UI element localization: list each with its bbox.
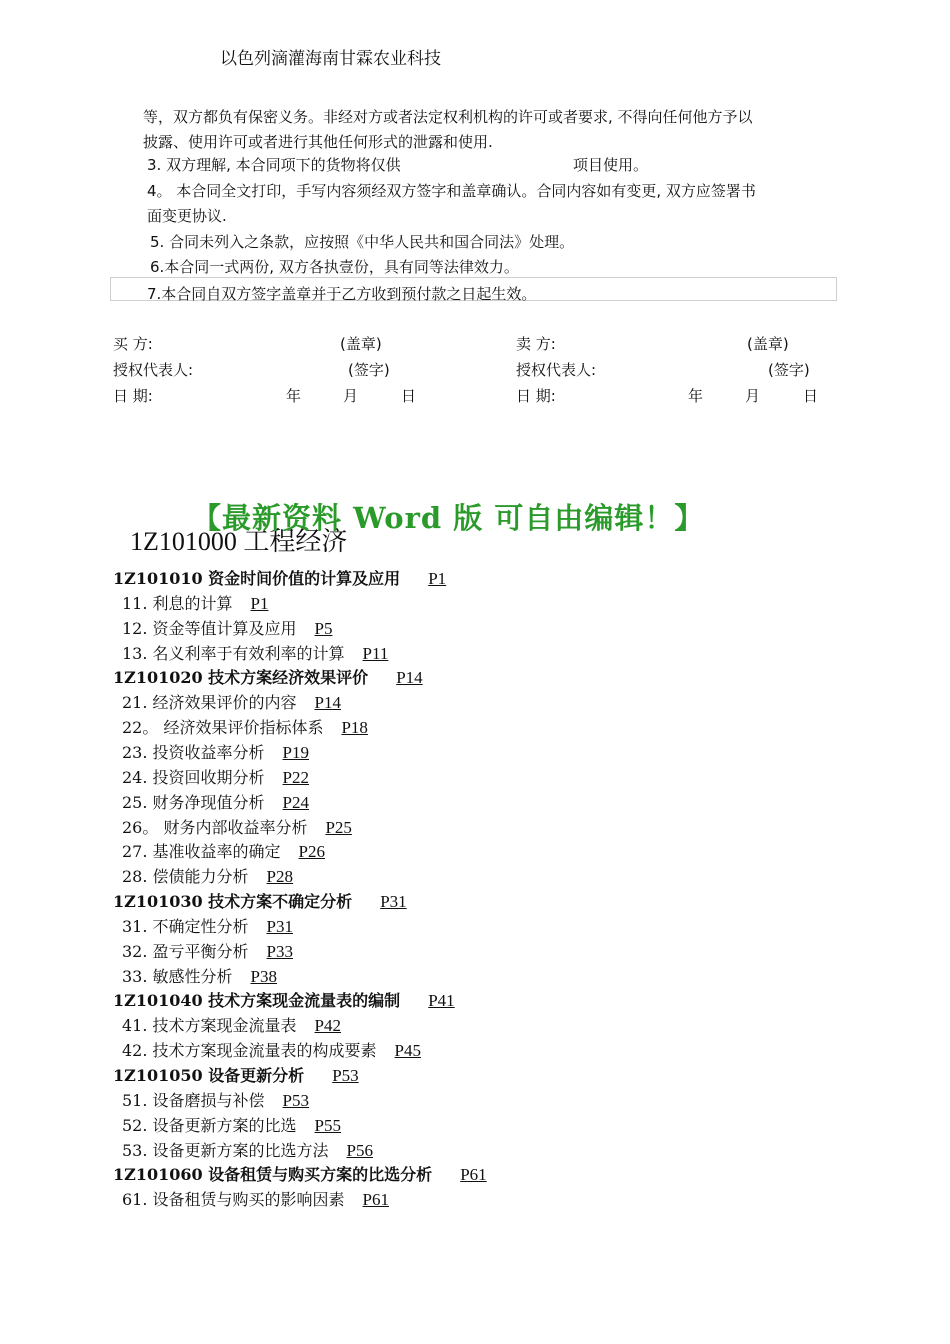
contract-item6: 6.本合同一式两份, 双方各执壹份，具有同等法律效力。: [150, 258, 519, 276]
seller-sign: (签字): [768, 361, 810, 379]
toc-label: 33. 敏感性分析: [122, 966, 233, 986]
toc-label: 1Z101030 技术方案不确定分析: [113, 892, 353, 912]
toc-label: 1Z101060 设备租赁与购买方案的比选分析: [113, 1165, 433, 1185]
toc-page-link[interactable]: P31: [380, 892, 407, 912]
toc-page-link[interactable]: P31: [266, 916, 294, 936]
seller-seal: (盖章): [747, 335, 789, 353]
toc-item: [122, 815, 352, 838]
toc-page-link[interactable]: P19: [282, 742, 310, 762]
toc-label: 21. 经济效果评价的内容: [122, 693, 297, 713]
toc-page-link[interactable]: P55: [314, 1115, 342, 1135]
toc-item: [122, 964, 277, 987]
toc-label: 31. 不确定性分析: [122, 916, 249, 936]
toc-label: 52. 设备更新方案的比选: [122, 1115, 297, 1135]
contract-para1-line2: 披露、使用许可或者进行其他任何形式的泄露和使用.: [143, 133, 493, 151]
buyer-year: 年: [286, 387, 302, 405]
toc-page-link[interactable]: P25: [325, 817, 352, 837]
toc-page-link[interactable]: P1: [428, 569, 447, 588]
toc-section: [113, 1063, 359, 1086]
toc-item: [122, 715, 368, 738]
toc-page-link[interactable]: P56: [346, 1140, 374, 1160]
toc-label: 28. 偿债能力分析: [122, 867, 249, 887]
toc-label: 61. 设备租赁与购买的影响因素: [122, 1190, 345, 1210]
toc-item: [122, 765, 309, 788]
toc-label: 42. 技术方案现金流量表的构成要素: [122, 1041, 377, 1061]
toc-label: 32. 盈亏平衡分析: [122, 941, 249, 961]
contract-item3-b: 项目使用。: [573, 156, 649, 174]
toc-page-link[interactable]: P41: [428, 991, 455, 1011]
page-header: 以色列滴灌海南甘霖农业科技: [220, 49, 441, 69]
toc-page-link[interactable]: P18: [341, 718, 368, 738]
toc-label: 27. 基准收益率的确定: [122, 842, 281, 862]
toc-label: 13. 名义利率于有效利率的计算: [122, 643, 345, 663]
seller-label: 卖 方:: [516, 335, 556, 353]
seller-rep-label: 授权代表人:: [516, 361, 597, 379]
buyer-month: 月: [343, 387, 359, 405]
toc-page-link[interactable]: P45: [394, 1041, 422, 1061]
toc-label: 22。 经济效果评价指标体系: [122, 718, 324, 738]
toc-item: [122, 690, 341, 713]
toc-item: [122, 790, 309, 813]
toc-label: 24. 投资回收期分析: [122, 767, 265, 787]
buyer-seal: (盖章): [340, 335, 382, 353]
contract-para1-line1: 等，双方都负有保密义务。非经对方或者法定权利机构的许可或者要求, 不得向任何他方予以: [143, 108, 753, 126]
toc-item: [122, 1113, 341, 1136]
seller-day: 日: [803, 387, 819, 405]
toc-label: 41. 技术方案现金流量表: [122, 1016, 297, 1036]
toc-page-link[interactable]: P1: [250, 593, 269, 613]
toc-page-link[interactable]: P11: [362, 643, 389, 663]
toc-item: [122, 864, 293, 887]
contract-item7: 7.本合同自双方签字盖章并于乙方收到预付款之日起生效。: [147, 285, 537, 303]
toc-label: 53. 设备更新方案的比选方法: [122, 1140, 329, 1160]
toc-section: [113, 889, 407, 912]
seller-month: 月: [745, 387, 761, 405]
toc-item: [122, 641, 388, 664]
toc-page-link[interactable]: P33: [266, 941, 294, 961]
toc-page-link[interactable]: P14: [314, 693, 342, 713]
toc-item: [122, 839, 325, 862]
contract-item5: 5. 合同未列入之条款，应按照《中华人民共和国合同法》处理。: [150, 233, 575, 251]
toc-page-link[interactable]: P28: [266, 867, 294, 887]
toc-label: 26。 财务内部收益率分析: [122, 817, 308, 837]
seller-date-label: 日 期:: [516, 387, 556, 405]
toc-page-link[interactable]: P5: [314, 618, 333, 638]
buyer-sign: (签字): [348, 361, 390, 379]
toc-label: 11. 利息的计算: [122, 593, 233, 613]
toc-page-link[interactable]: P53: [332, 1066, 359, 1085]
toc-item: [122, 914, 293, 937]
toc-item: [122, 1013, 341, 1036]
toc-page-link[interactable]: P61: [362, 1190, 390, 1210]
toc-page-link[interactable]: P38: [250, 966, 278, 986]
contract-item4-line2: 面变更协议.: [147, 207, 227, 225]
buyer-date-label: 日 期:: [113, 387, 153, 405]
toc-item: [122, 939, 293, 962]
toc-page-link[interactable]: P24: [282, 792, 310, 812]
toc-label: 1Z101020 技术方案经济效果评价: [113, 668, 369, 688]
toc-label: 1Z101010 资金时间价值的计算及应用: [113, 569, 401, 588]
buyer-label: 买 方:: [113, 335, 153, 353]
promo-banner: 【最新资料 Word 版 可自由编辑！】: [192, 501, 705, 535]
toc-item: [122, 1088, 309, 1111]
toc-label: 1Z101040 技术方案现金流量表的编制: [113, 991, 401, 1011]
toc-page-link[interactable]: P26: [298, 842, 326, 862]
toc-item: [122, 1038, 421, 1061]
toc-item: [122, 591, 269, 614]
toc-section: [113, 1162, 487, 1185]
toc-section: [113, 988, 455, 1011]
toc-page-link[interactable]: P14: [396, 668, 423, 688]
contract-item3-a: 3. 双方理解, 本合同项下的货物将仅供: [147, 156, 401, 174]
toc-page-link[interactable]: P53: [282, 1090, 310, 1110]
seller-year: 年: [688, 387, 704, 405]
toc-page-link[interactable]: P22: [282, 767, 310, 787]
toc-page-link[interactable]: P42: [314, 1016, 342, 1036]
toc-section: [113, 665, 423, 688]
toc-label: 12. 资金等值计算及应用: [122, 618, 297, 638]
buyer-rep-label: 授权代表人:: [113, 361, 194, 379]
toc-title: 1Z101000 工程经济: [130, 527, 348, 556]
toc-label: 51. 设备磨损与补偿: [122, 1090, 265, 1110]
toc-item: [122, 1187, 389, 1210]
contract-item4-line1: 4。 本合同全文打印，手写内容须经双方签字和盖章确认。合同内容如有变更, 双方应签署书: [147, 182, 756, 200]
toc-item: [122, 616, 333, 639]
toc-item: [122, 1138, 373, 1161]
toc-label: 23. 投资收益率分析: [122, 742, 265, 762]
toc-section: [113, 566, 446, 589]
buyer-day: 日: [401, 387, 417, 405]
toc-item: [122, 740, 309, 763]
toc-label: 1Z101050 设备更新分析: [113, 1066, 305, 1085]
toc-page-link[interactable]: P61: [460, 1165, 487, 1185]
toc-label: 25. 财务净现值分析: [122, 792, 265, 812]
